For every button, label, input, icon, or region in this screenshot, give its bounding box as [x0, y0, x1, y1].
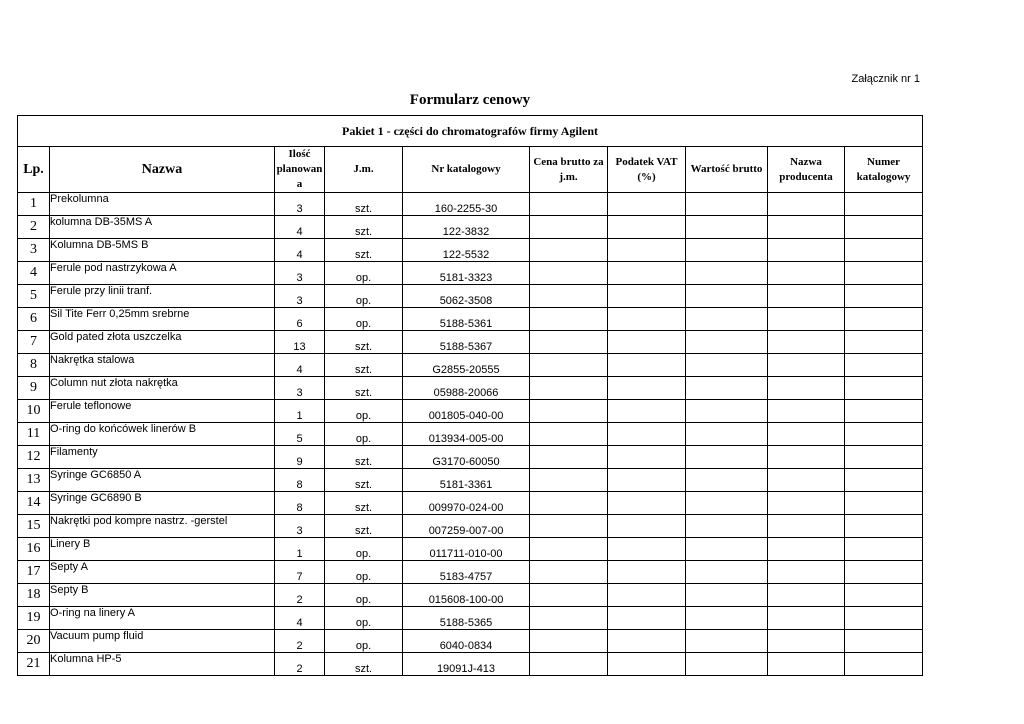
item-quantity: 5	[275, 423, 325, 446]
price-input-cell[interactable]	[530, 653, 608, 676]
item-unit: szt.	[325, 354, 403, 377]
item-unit: op.	[325, 630, 403, 653]
item-name: Kolumna HP-5	[50, 653, 275, 676]
item-catalog-number: 5062-3508	[403, 285, 530, 308]
gross-value-input-cell[interactable]	[686, 331, 768, 354]
table-row	[18, 446, 923, 469]
item-catalog-number: 05988-20066	[403, 377, 530, 400]
producer-catalog-input-cell[interactable]	[845, 239, 923, 262]
vat-input-cell[interactable]	[608, 216, 686, 239]
gross-value-input-cell[interactable]	[686, 607, 768, 630]
price-input-cell[interactable]	[530, 216, 608, 239]
gross-value-input-cell[interactable]	[686, 446, 768, 469]
vat-input-cell[interactable]	[608, 193, 686, 216]
row-number: 3	[18, 239, 50, 262]
producer-input-cell[interactable]	[768, 354, 845, 377]
item-unit: op.	[325, 423, 403, 446]
row-number: 13	[18, 469, 50, 492]
header-vat	[608, 147, 686, 193]
item-unit: szt.	[325, 492, 403, 515]
item-quantity: 3	[275, 285, 325, 308]
row-number: 2	[18, 216, 50, 239]
item-quantity: 4	[275, 216, 325, 239]
header-vat-line1: Podatek VAT	[615, 155, 678, 168]
producer-catalog-input-cell[interactable]	[845, 308, 923, 331]
item-quantity: 13	[275, 331, 325, 354]
price-input-cell[interactable]	[530, 331, 608, 354]
producer-catalog-input-cell[interactable]	[845, 446, 923, 469]
row-number: 7	[18, 331, 50, 354]
item-unit: op.	[325, 308, 403, 331]
table-row	[18, 193, 923, 216]
gross-value-input-cell[interactable]	[686, 400, 768, 423]
price-input-cell[interactable]	[530, 193, 608, 216]
gross-value-input-cell[interactable]	[686, 239, 768, 262]
item-unit: szt.	[325, 469, 403, 492]
price-input-cell[interactable]	[530, 515, 608, 538]
price-input-cell[interactable]	[530, 377, 608, 400]
annex-label: Załącznik nr 1	[851, 73, 920, 85]
producer-input-cell[interactable]	[768, 446, 845, 469]
gross-value-input-cell[interactable]	[686, 377, 768, 400]
price-input-cell[interactable]	[530, 607, 608, 630]
price-input-cell[interactable]	[530, 492, 608, 515]
producer-input-cell[interactable]	[768, 400, 845, 423]
vat-input-cell[interactable]	[608, 239, 686, 262]
item-unit: op.	[325, 584, 403, 607]
row-number: 16	[18, 538, 50, 561]
item-name: Ferule pod nastrzykowa A	[50, 262, 275, 285]
price-input-cell[interactable]	[530, 354, 608, 377]
gross-value-input-cell[interactable]	[686, 653, 768, 676]
item-name: Sil Tite Ferr 0,25mm srebrne	[50, 308, 275, 331]
gross-value-input-cell[interactable]	[686, 193, 768, 216]
item-unit: szt.	[325, 653, 403, 676]
producer-input-cell[interactable]	[768, 653, 845, 676]
header-quantity-line3: a	[296, 178, 303, 190]
table-row	[18, 630, 923, 653]
table-row	[18, 515, 923, 538]
price-input-cell[interactable]	[530, 285, 608, 308]
producer-input-cell[interactable]	[768, 239, 845, 262]
item-quantity: 8	[275, 492, 325, 515]
table-row	[18, 653, 923, 676]
item-unit: szt.	[325, 193, 403, 216]
vat-input-cell[interactable]	[608, 308, 686, 331]
gross-value-input-cell[interactable]	[686, 561, 768, 584]
producer-input-cell[interactable]	[768, 423, 845, 446]
item-quantity: 3	[275, 262, 325, 285]
item-name: O-ring do końcówek linerów B	[50, 423, 275, 446]
table-row	[18, 331, 923, 354]
producer-input-cell[interactable]	[768, 262, 845, 285]
item-unit: szt.	[325, 331, 403, 354]
package-title: Pakiet 1 - części do chromatografów firmy Agilent	[18, 116, 923, 147]
header-catno-line1: Numer	[867, 155, 901, 168]
vat-input-cell[interactable]	[608, 492, 686, 515]
vat-input-cell[interactable]	[608, 446, 686, 469]
item-name: Vacuum pump fluid	[50, 630, 275, 653]
table-row	[18, 469, 923, 492]
item-catalog-number: 007259-007-00	[403, 515, 530, 538]
item-name: Gold pated złota uszczelka	[50, 331, 275, 354]
item-catalog-number: 122-3832	[403, 216, 530, 239]
producer-catalog-input-cell[interactable]	[845, 584, 923, 607]
item-quantity: 2	[275, 630, 325, 653]
producer-input-cell[interactable]	[768, 607, 845, 630]
row-number: 11	[18, 423, 50, 446]
header-quantity-line2: planowan	[276, 163, 323, 175]
item-catalog-number: 009970-024-00	[403, 492, 530, 515]
producer-catalog-input-cell[interactable]	[845, 377, 923, 400]
table-row	[18, 423, 923, 446]
price-input-cell[interactable]	[530, 308, 608, 331]
producer-input-cell[interactable]	[768, 584, 845, 607]
gross-value-input-cell[interactable]	[686, 538, 768, 561]
item-unit: op.	[325, 607, 403, 630]
header-unit: J.m.	[325, 147, 403, 193]
price-input-cell[interactable]	[530, 538, 608, 561]
producer-input-cell[interactable]	[768, 538, 845, 561]
item-name: Linery B	[50, 538, 275, 561]
header-catno-line2: katalogowy	[856, 170, 911, 183]
producer-catalog-input-cell[interactable]	[845, 354, 923, 377]
producer-catalog-input-cell[interactable]	[845, 561, 923, 584]
row-number: 9	[18, 377, 50, 400]
header-row	[18, 147, 923, 193]
header-price-line2: j.m.	[559, 170, 578, 183]
row-number: 6	[18, 308, 50, 331]
table-row	[18, 607, 923, 630]
row-number: 14	[18, 492, 50, 515]
item-name: Syringe GC6890 B	[50, 492, 275, 515]
item-catalog-number: 160-2255-30	[403, 193, 530, 216]
gross-value-input-cell[interactable]	[686, 630, 768, 653]
item-name: Prekolumna	[50, 193, 275, 216]
producer-input-cell[interactable]	[768, 515, 845, 538]
item-quantity: 4	[275, 354, 325, 377]
producer-input-cell[interactable]	[768, 308, 845, 331]
gross-value-input-cell[interactable]	[686, 285, 768, 308]
item-name: kolumna DB-35MS A	[50, 216, 275, 239]
table-row	[18, 561, 923, 584]
producer-input-cell[interactable]	[768, 331, 845, 354]
producer-catalog-input-cell[interactable]	[845, 653, 923, 676]
item-unit: szt.	[325, 446, 403, 469]
row-number: 12	[18, 446, 50, 469]
item-name: Septy B	[50, 584, 275, 607]
item-catalog-number: 122-5532	[403, 239, 530, 262]
item-unit: szt.	[325, 377, 403, 400]
price-input-cell[interactable]	[530, 561, 608, 584]
producer-catalog-input-cell[interactable]	[845, 331, 923, 354]
producer-catalog-input-cell[interactable]	[845, 607, 923, 630]
row-number: 4	[18, 262, 50, 285]
item-name: Septy A	[50, 561, 275, 584]
vat-input-cell[interactable]	[608, 400, 686, 423]
gross-value-input-cell[interactable]	[686, 515, 768, 538]
gross-value-input-cell[interactable]	[686, 584, 768, 607]
producer-input-cell[interactable]	[768, 193, 845, 216]
item-unit: op.	[325, 262, 403, 285]
item-catalog-number: 19091J-413	[403, 653, 530, 676]
item-catalog-number: 5188-5367	[403, 331, 530, 354]
item-catalog-number: 5188-5365	[403, 607, 530, 630]
header-quantity	[275, 147, 325, 193]
vat-input-cell[interactable]	[608, 262, 686, 285]
item-quantity: 2	[275, 653, 325, 676]
price-input-cell[interactable]	[530, 262, 608, 285]
item-name: Syringe GC6850 A	[50, 469, 275, 492]
producer-input-cell[interactable]	[768, 630, 845, 653]
item-quantity: 9	[275, 446, 325, 469]
header-producer-line1: Nazwa	[790, 155, 822, 168]
item-name: Filamenty	[50, 446, 275, 469]
price-input-cell[interactable]	[530, 423, 608, 446]
price-form-table	[17, 115, 923, 676]
item-catalog-number: 5181-3361	[403, 469, 530, 492]
table-row	[18, 239, 923, 262]
item-catalog-number: 6040-0834	[403, 630, 530, 653]
item-quantity: 1	[275, 400, 325, 423]
table-row	[18, 285, 923, 308]
item-quantity: 2	[275, 584, 325, 607]
item-catalog-number: 001805-040-00	[403, 400, 530, 423]
item-catalog-number: 5181-3323	[403, 262, 530, 285]
gross-value-input-cell[interactable]	[686, 469, 768, 492]
table-row	[18, 377, 923, 400]
vat-input-cell[interactable]	[608, 584, 686, 607]
item-quantity: 1	[275, 538, 325, 561]
producer-input-cell[interactable]	[768, 377, 845, 400]
row-number: 17	[18, 561, 50, 584]
header-name: Nazwa	[50, 147, 275, 193]
table-row	[18, 262, 923, 285]
item-unit: op.	[325, 285, 403, 308]
producer-input-cell[interactable]	[768, 469, 845, 492]
item-catalog-number: 5183-4757	[403, 561, 530, 584]
item-catalog-number: 5188-5361	[403, 308, 530, 331]
item-quantity: 8	[275, 469, 325, 492]
header-gross-value: Wartość brutto	[686, 147, 768, 193]
producer-input-cell[interactable]	[768, 285, 845, 308]
item-quantity: 3	[275, 377, 325, 400]
producer-catalog-input-cell[interactable]	[845, 262, 923, 285]
vat-input-cell[interactable]	[608, 423, 686, 446]
row-number: 1	[18, 193, 50, 216]
item-quantity: 6	[275, 308, 325, 331]
price-input-cell[interactable]	[530, 584, 608, 607]
item-name: O-ring na linery A	[50, 607, 275, 630]
producer-catalog-input-cell[interactable]	[845, 285, 923, 308]
gross-value-input-cell[interactable]	[686, 423, 768, 446]
vat-input-cell[interactable]	[608, 469, 686, 492]
item-catalog-number: 015608-100-00	[403, 584, 530, 607]
row-number: 5	[18, 285, 50, 308]
price-input-cell[interactable]	[530, 239, 608, 262]
item-catalog-number: 013934-005-00	[403, 423, 530, 446]
table-row	[18, 354, 923, 377]
item-quantity: 7	[275, 561, 325, 584]
vat-input-cell[interactable]	[608, 538, 686, 561]
table-row	[18, 538, 923, 561]
producer-catalog-input-cell[interactable]	[845, 492, 923, 515]
price-input-cell[interactable]	[530, 630, 608, 653]
header-vat-line2: (%)	[637, 170, 656, 183]
producer-input-cell[interactable]	[768, 561, 845, 584]
table-row	[18, 584, 923, 607]
item-name: Ferule teflonowe	[50, 400, 275, 423]
item-quantity: 3	[275, 515, 325, 538]
producer-input-cell[interactable]	[768, 216, 845, 239]
gross-value-input-cell[interactable]	[686, 492, 768, 515]
item-name: Kolumna DB-5MS B	[50, 239, 275, 262]
vat-input-cell[interactable]	[608, 285, 686, 308]
vat-input-cell[interactable]	[608, 630, 686, 653]
vat-input-cell[interactable]	[608, 653, 686, 676]
producer-catalog-input-cell[interactable]	[845, 515, 923, 538]
table-row	[18, 400, 923, 423]
header-lp: Lp.	[18, 147, 50, 193]
row-number: 8	[18, 354, 50, 377]
producer-catalog-input-cell[interactable]	[845, 216, 923, 239]
header-producer-line2: producenta	[779, 170, 833, 183]
price-input-cell[interactable]	[530, 400, 608, 423]
price-input-cell[interactable]	[530, 446, 608, 469]
table-row	[18, 216, 923, 239]
item-quantity: 4	[275, 239, 325, 262]
vat-input-cell[interactable]	[608, 515, 686, 538]
item-quantity: 3	[275, 193, 325, 216]
row-number: 21	[18, 653, 50, 676]
item-quantity: 4	[275, 607, 325, 630]
item-unit: op.	[325, 561, 403, 584]
header-producer	[768, 147, 845, 193]
header-price-line1: Cena brutto za	[533, 155, 604, 168]
row-number: 15	[18, 515, 50, 538]
producer-catalog-input-cell[interactable]	[845, 630, 923, 653]
vat-input-cell[interactable]	[608, 354, 686, 377]
producer-catalog-input-cell[interactable]	[845, 400, 923, 423]
item-name: Nakrętka stalowa	[50, 354, 275, 377]
item-unit: szt.	[325, 239, 403, 262]
row-number: 19	[18, 607, 50, 630]
item-name: Nakrętki pod kompre nastrz. -gerstel	[50, 515, 275, 538]
producer-catalog-input-cell[interactable]	[845, 423, 923, 446]
row-number: 20	[18, 630, 50, 653]
gross-value-input-cell[interactable]	[686, 354, 768, 377]
item-catalog-number: 011711-010-00	[403, 538, 530, 561]
page-title: Formularz cenowy	[409, 92, 531, 108]
producer-input-cell[interactable]	[768, 492, 845, 515]
header-catalog: Nr katalogowy	[403, 147, 530, 193]
producer-catalog-input-cell[interactable]	[845, 538, 923, 561]
item-unit: szt.	[325, 216, 403, 239]
header-catalog-number	[845, 147, 923, 193]
producer-catalog-input-cell[interactable]	[845, 193, 923, 216]
vat-input-cell[interactable]	[608, 377, 686, 400]
price-input-cell[interactable]	[530, 469, 608, 492]
item-catalog-number: G3170-60050	[403, 446, 530, 469]
row-number: 18	[18, 584, 50, 607]
item-unit: szt.	[325, 515, 403, 538]
vat-input-cell[interactable]	[608, 607, 686, 630]
producer-catalog-input-cell[interactable]	[845, 469, 923, 492]
gross-value-input-cell[interactable]	[686, 262, 768, 285]
table-row	[18, 492, 923, 515]
vat-input-cell[interactable]	[608, 561, 686, 584]
table-row	[18, 308, 923, 331]
row-number: 10	[18, 400, 50, 423]
vat-input-cell[interactable]	[608, 331, 686, 354]
item-catalog-number: G2855-20555	[403, 354, 530, 377]
gross-value-input-cell[interactable]	[686, 308, 768, 331]
header-quantity-line1: Ilość	[288, 148, 311, 160]
item-unit: op.	[325, 400, 403, 423]
item-name: Ferule przy linii tranf.	[50, 285, 275, 308]
item-name: Column nut złota nakrętka	[50, 377, 275, 400]
gross-value-input-cell[interactable]	[686, 216, 768, 239]
item-unit: op.	[325, 538, 403, 561]
header-price	[530, 147, 608, 193]
